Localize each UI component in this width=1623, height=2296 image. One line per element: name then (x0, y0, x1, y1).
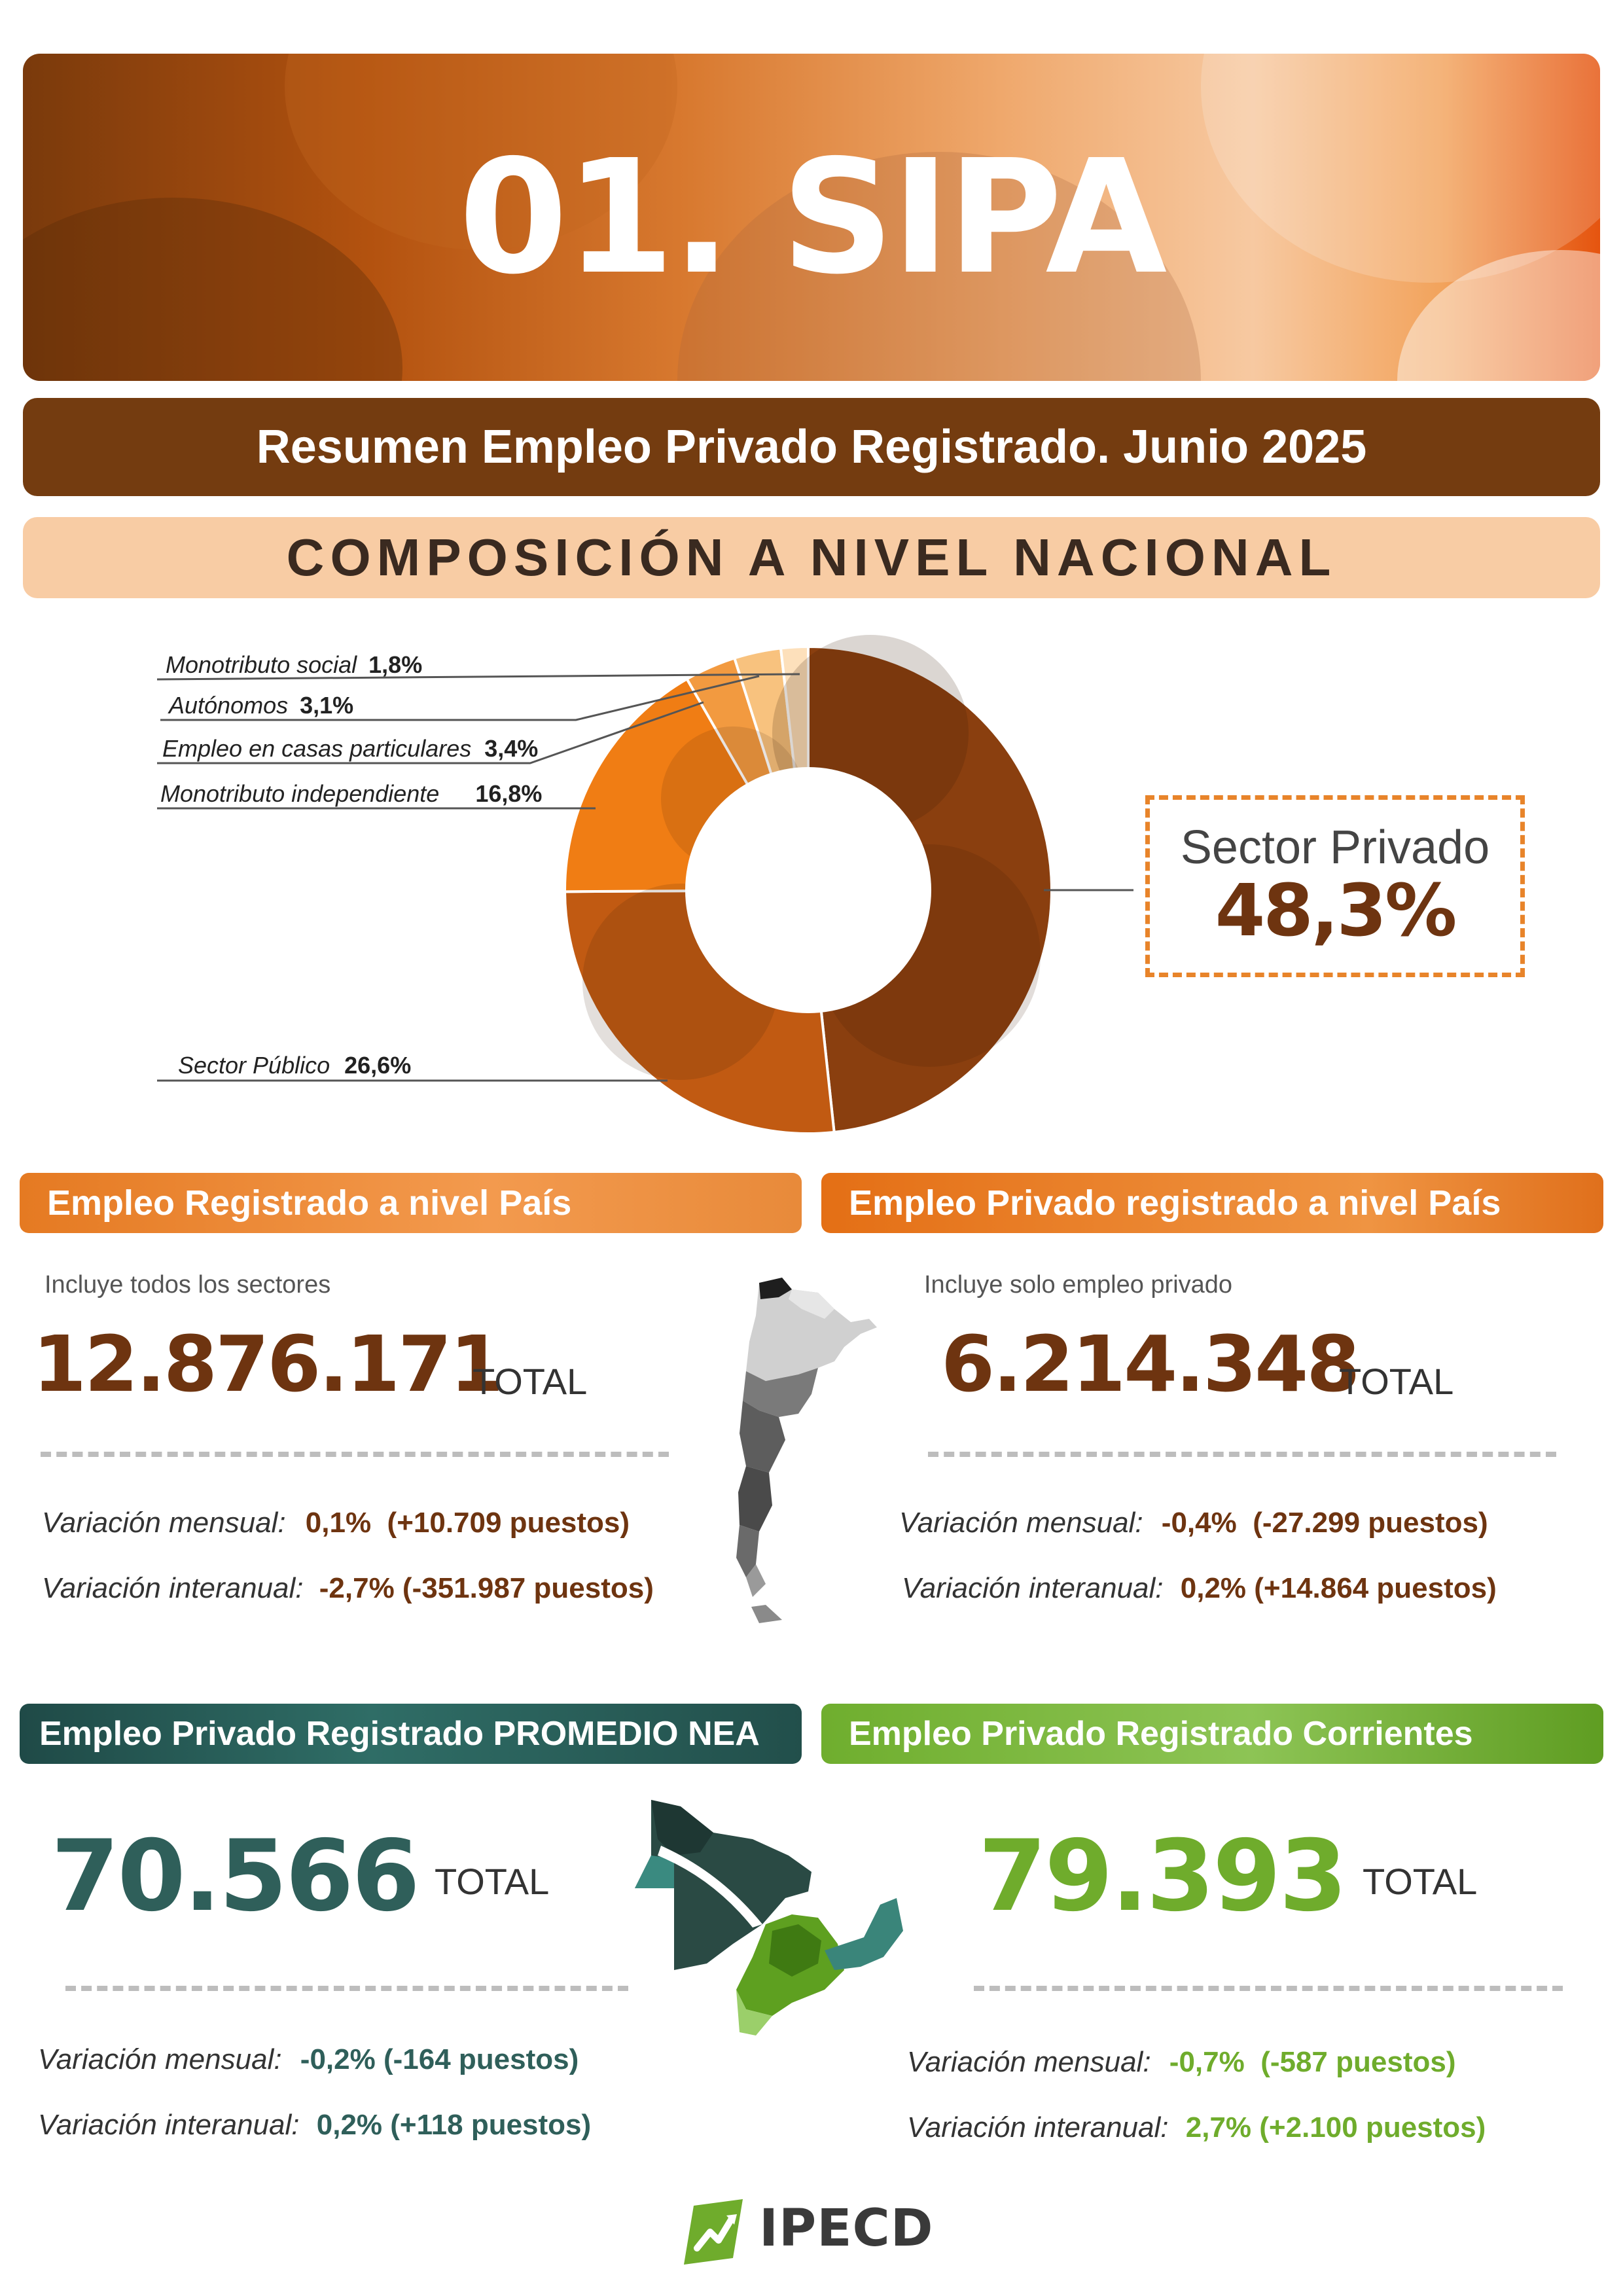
argentina-map-icon (720, 1270, 916, 1630)
label-casas-particulares: Empleo en casas particulares 3,4% (162, 735, 539, 762)
ipecd-logo (681, 2193, 942, 2271)
panel-corrientes-header: Empleo Privado Registrado Corrientes (821, 1704, 1603, 1764)
panel-corrientes-yearly: Variación interanual: 2,7% (+2.100 puestos) (907, 2111, 1486, 2144)
header-banner (23, 54, 1600, 381)
panel-privado-yearly: Variación interanual: 0,2% (+14.864 puestos) (902, 1572, 1497, 1604)
panel-nea-total-label: TOTAL (435, 1861, 550, 1902)
sector-privado-callout (1145, 795, 1525, 977)
divider (65, 1986, 628, 1991)
panel-pais-header: Empleo Registrado a nivel País (20, 1173, 802, 1233)
label-autonomos: Autónomos 3,1% (169, 692, 354, 719)
label-monotributo-social: Monotributo social 1,8% (166, 651, 423, 678)
panel-corrientes-total: 79.393 (978, 1820, 1346, 1933)
panel-privado-total: 6.214.348 (941, 1319, 1359, 1409)
nea-region-map-icon (622, 1793, 949, 2101)
label-monotributo-independiente: Monotributo independiente 16,8% (160, 780, 543, 807)
panel-nea-header: Empleo Privado Registrado PROMEDIO NEA (20, 1704, 802, 1764)
panel-pais-yearly: Variación interanual: -2,7% (-351.987 puestos) (42, 1572, 654, 1604)
divider (928, 1452, 1556, 1457)
divider (41, 1452, 669, 1457)
divider (974, 1986, 1563, 1991)
panel-corrientes-total-label: TOTAL (1363, 1861, 1478, 1902)
label-sector-publico: Sector Público 26,6% (178, 1052, 412, 1079)
panel-pais-total: 12.876.171 (33, 1319, 502, 1409)
panel-corrientes-monthly: Variación mensual: -0,7% (-587 puestos) (907, 2046, 1456, 2078)
ipecd-logo-icon (681, 2196, 753, 2268)
ipecd-logo-text: IPECD (759, 2199, 934, 2258)
page-title: 01. SIPA (458, 126, 1165, 309)
panel-pais-monthly: Variación mensual: 0,1% (+10.709 puestos) (42, 1507, 630, 1539)
panel-privado-monthly: Variación mensual: -0,4% (-27.299 puestos) (899, 1507, 1488, 1539)
panel-nea-monthly: Variación mensual: -0,2% (-164 puestos) (38, 2043, 579, 2075)
panel-pais-total-label: TOTAL (473, 1361, 588, 1402)
panel-pais-note: Incluye todos los sectores (45, 1271, 331, 1299)
sector-privado-value: 48,3% (1215, 869, 1455, 953)
section-title: COMPOSICIÓN A NIVEL NACIONAL (23, 517, 1600, 598)
sector-privado-label: Sector Privado (1180, 821, 1490, 874)
panel-privado-header: Empleo Privado registrado a nivel País (821, 1173, 1603, 1233)
panel-privado-note: Incluye solo empleo privado (924, 1271, 1233, 1299)
donut-hole (685, 767, 931, 1013)
panel-nea-yearly: Variación interanual: 0,2% (+118 puestos) (38, 2109, 592, 2141)
subtitle-bar: Resumen Empleo Privado Registrado. Junio 2025 (23, 398, 1600, 496)
panel-privado-total-label: TOTAL (1339, 1361, 1454, 1402)
panel-nea-total: 70.566 (51, 1820, 418, 1933)
